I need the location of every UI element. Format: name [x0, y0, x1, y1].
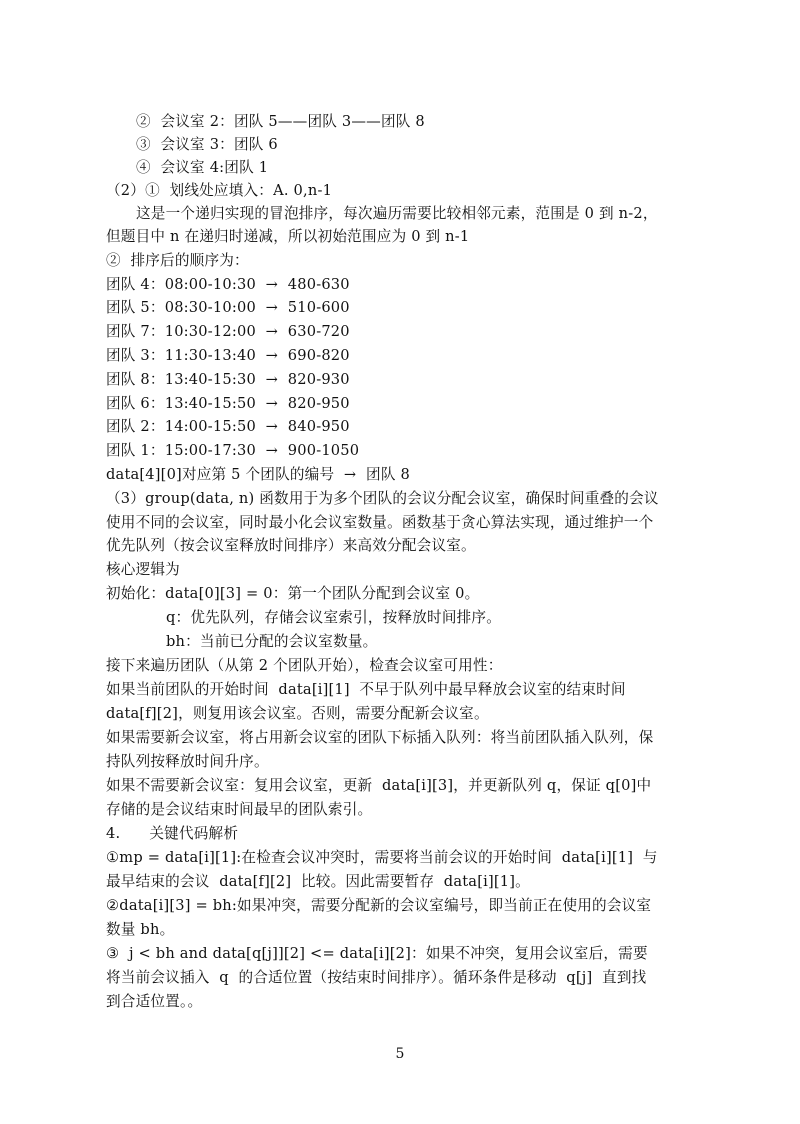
text-line: 持队列按释放时间升序。 — [106, 753, 269, 770]
text-line: ③ 会议室 3：团队 6 — [136, 136, 278, 153]
text-line: 存储的是会议结束时间最早的团队索引。 — [106, 801, 373, 818]
section-heading: 4. 关键代码解析 — [106, 825, 239, 842]
text-line: 数量 bh。 — [106, 921, 175, 938]
sorted-team-line: 团队 2：14:00-15:50 → 840-950 — [106, 418, 350, 435]
text-line: 但题目中 n 在递归时递减，所以初始范围应为 0 到 n-1 — [106, 228, 470, 245]
sorted-team-line: 团队 1：15:00-17:30 → 900-1050 — [106, 442, 360, 459]
text-line: 如果当前团队的开始时间 data[i][1] 不早于队列中最早释放会议室的结束时间 — [106, 681, 626, 698]
text-line: 这是一个递归实现的冒泡排序，每次遍历需要比较相邻元素，范围是 0 到 n-2， — [136, 205, 658, 222]
sorted-team-line: 团队 4：08:00-10:30 → 480-630 — [106, 276, 350, 293]
sorted-team-line: 团队 8：13:40-15:30 → 820-930 — [106, 371, 350, 388]
text-line: data[4][0]对应第 5 个团队的编号 → 团队 8 — [106, 466, 410, 483]
text-line: 最早结束的会议 data[f][2] 比较。因此需要暂存 data[i][1]。 — [106, 873, 530, 890]
text-line: 使用不同的会议室，同时最小化会议室数量。函数基于贪心算法实现，通过维护一个 — [106, 514, 654, 531]
text-line: ①mp = data[i][1]:在检查会议冲突时，需要将当前会议的开始时间 data[i][1] 与 — [106, 849, 658, 866]
text-line: data[f][2]，则复用该会议室。否则，需要分配新会议室。 — [106, 705, 489, 722]
text-line: （3）group(data, n) 函数用于为多个团队的会议分配会议室，确保时间重叠的会议 — [106, 490, 659, 507]
sorted-team-line: 团队 7：10:30-12:00 → 630-720 — [106, 323, 350, 340]
text-line: 初始化：data[0][3] = 0：第一个团队分配到会议室 0。 — [106, 585, 480, 602]
text-line: 接下来遍历团队（从第 2 个团队开始），检查会议室可用性： — [106, 657, 503, 674]
sorted-team-line: 团队 5：08:30-10:00 → 510-600 — [106, 299, 350, 316]
text-line: 优先队列（按会议室释放时间排序）来高效分配会议室。 — [106, 537, 476, 554]
text-line: q：优先队列，存储会议室索引，按释放时间排序。 — [166, 609, 502, 626]
text-line: ②data[i][3] = bh:如果冲突，需要分配新的会议室编号，即当前正在使用的会议室 — [106, 897, 652, 914]
text-line: bh：当前已分配的会议室数量。 — [166, 633, 378, 650]
text-line: ② 会议室 2：团队 5——团队 3——团队 8 — [136, 113, 425, 130]
text-line: 如果不需要新会议室：复用会议室，更新 data[i][3]，并更新队列 q，保证 q[0]中 — [106, 777, 652, 794]
page-number: 5 — [395, 1046, 405, 1062]
text-line: ③ j < bh and data[q[j]][2] <= data[i][2]：如果不冲突，复用会议室后，需要 — [106, 945, 648, 962]
text-line: 将当前会议插入 q 的合适位置（按结束时间排序）。循环条件是移动 q[j] 直到找 — [106, 969, 647, 986]
text-line: （2）① 划线处应填入：A. 0,n-1 — [106, 182, 333, 199]
text-line: ② 排序后的顺序为： — [106, 252, 249, 269]
sorted-team-line: 团队 3：11:30-13:40 → 690-820 — [106, 347, 350, 364]
text-line: 核心逻辑为 — [106, 561, 180, 578]
text-line: 如果需要新会议室，将占用新会议室的团队下标插入队列：将当前团队插入队列，保 — [106, 729, 654, 746]
text-line: ④ 会议室 4:团队 1 — [136, 159, 269, 176]
sorted-team-line: 团队 6：13:40-15:50 → 820-950 — [106, 395, 350, 412]
text-line: 到合适位置。。 — [106, 993, 203, 1010]
